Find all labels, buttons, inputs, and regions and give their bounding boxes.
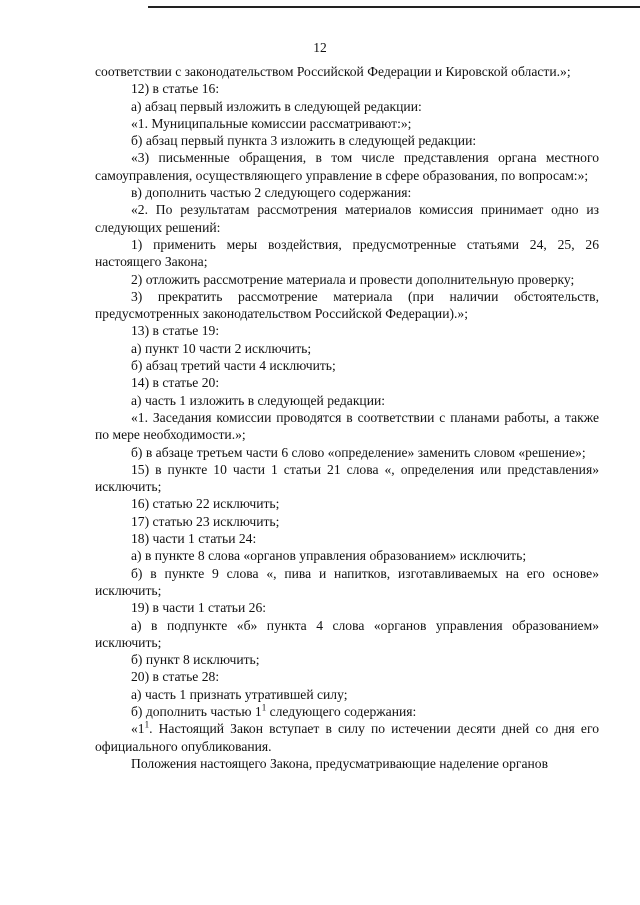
paragraph: «1. Муниципальные комиссии рассматривают:»; xyxy=(131,115,412,131)
paragraph: 16) статью 22 исключить; xyxy=(131,496,280,512)
paragraph: в) дополнить частью 2 следующего содержания: xyxy=(131,185,412,201)
paragraph: а) в подпункте «б» пункта 4 слова «органов управления образованием» исключить; xyxy=(95,617,599,650)
paragraph: б) в абзаце третьем части 6 слово «определение» заменить словом «решение»; xyxy=(131,444,586,460)
page-number: 12 xyxy=(313,40,327,55)
paragraph: 19) в части 1 статьи 26: xyxy=(131,600,267,616)
paragraph: «2. По результатам рассмотрения материалов комиссия принимает одно из следующих решений: xyxy=(95,202,599,235)
superscript-1: 1 xyxy=(261,702,267,713)
paragraph: а) часть 1 изложить в следующей редакции: xyxy=(131,392,386,408)
paragraph: 17) статью 23 исключить; xyxy=(131,513,280,529)
paragraph: а) в пункте 8 слова «органов управления образованием» исключить; xyxy=(131,548,527,564)
document-body xyxy=(95,63,599,772)
paragraph-add-part xyxy=(95,703,599,720)
paragraph: а) часть 1 признать утратившей силу; xyxy=(131,686,348,702)
paragraph-add-part-text: б) дополнить частью 1 xyxy=(131,703,262,719)
paragraph: «3) письменные обращения, в том числе представления органа местного самоуправления, осуществляющего управление в сфере образования, по вопросам:»; xyxy=(95,150,599,183)
paragraph-list xyxy=(95,63,599,703)
paragraph: 2) отложить рассмотрение материала и провести дополнительную проверку; xyxy=(131,271,575,287)
paragraph: 20) в статье 28: xyxy=(131,669,220,685)
paragraph: б) абзац третий части 4 исключить; xyxy=(131,358,336,374)
paragraph-add-part-text-end: следующего содержания: xyxy=(266,703,417,719)
paragraph: «1. Заседания комиссии проводятся в соответствии с планами работы, а также по мере необходимости.»; xyxy=(95,409,599,443)
paragraph: 18) части 1 статьи 24: xyxy=(131,531,257,547)
paragraph: 13) в статье 19: xyxy=(131,323,220,339)
paragraph: 14) в статье 20: xyxy=(131,375,220,391)
paragraph: 1) применить меры воздействия, предусмотренные статьями 24, 25, 26 настоящего Закона; xyxy=(95,236,599,270)
paragraph: б) абзац первый пункта 3 изложить в следующей редакции: xyxy=(131,133,477,149)
paragraph-entry-text-end: . Настоящий Закон вступает в силу по истечении десяти дней со дня его официального опубликования. xyxy=(95,721,599,754)
paragraph-last: Положения настоящего Закона, предусматривающие наделение органов xyxy=(131,755,549,771)
paragraph: соответствии с законодательством Российской Федерации и Кировской области.»; xyxy=(95,64,571,79)
paragraph: а) абзац первый изложить в следующей редакции: xyxy=(131,98,422,114)
paragraph: б) в пункте 9 слова «, пива и напитков, изготавливаемых на его основе» исключить; xyxy=(95,565,599,598)
superscript-1: 1 xyxy=(144,719,150,730)
paragraph-entry-text: «1 xyxy=(131,721,145,737)
paragraph: 15) в пункте 10 части 1 статьи 21 слова «, определения или представления» исключить; xyxy=(95,461,599,495)
top-border-line xyxy=(148,6,640,8)
paragraph: а) пункт 10 части 2 исключить; xyxy=(131,340,312,356)
paragraph: 3) прекратить рассмотрение материала (при наличии обстоятельств, предусмотренных законодательством Российской Федерации).»; xyxy=(95,288,599,322)
paragraph: б) пункт 8 исключить; xyxy=(131,652,260,668)
paragraph-entry-into-force xyxy=(95,720,599,755)
paragraph: 12) в статье 16: xyxy=(131,81,220,97)
